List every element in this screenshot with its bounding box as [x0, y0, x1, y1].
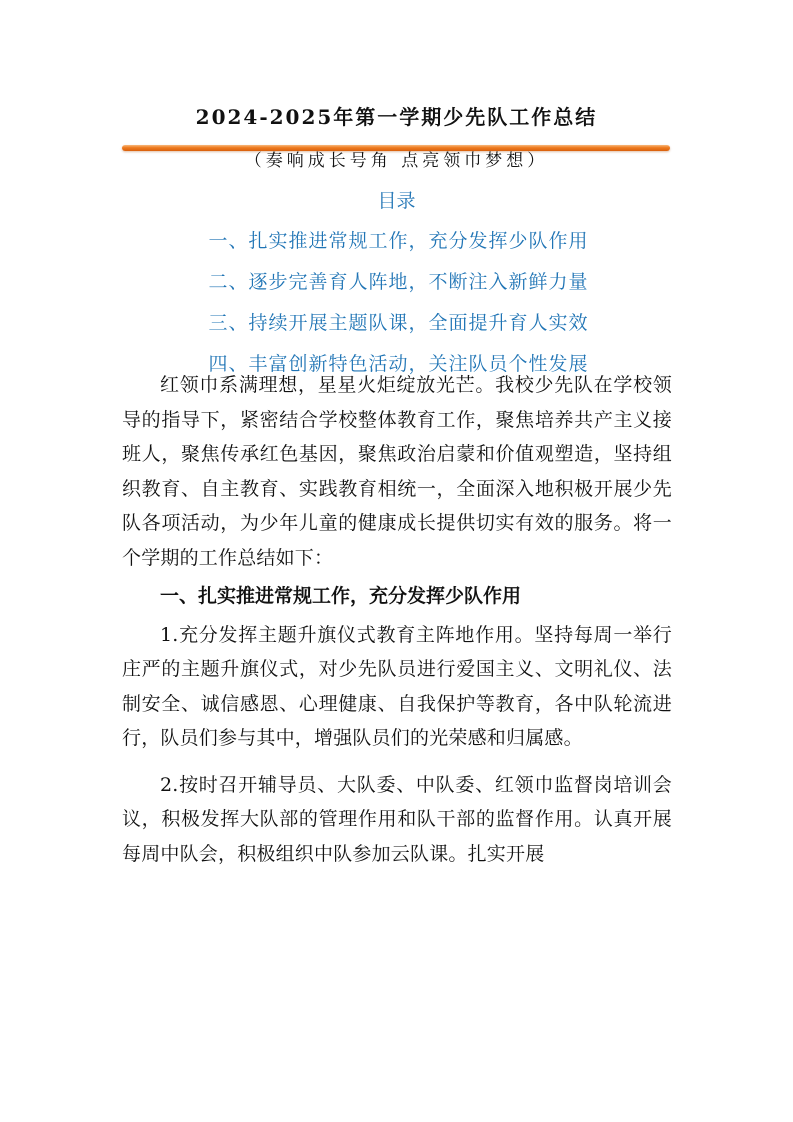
document-subtitle: （奏响成长号角 点亮领巾梦想） — [244, 151, 549, 171]
document-title: 2024-2025年第一学期少先队工作总结 — [195, 105, 598, 129]
paragraph-gap — [122, 756, 672, 768]
document-body — [122, 368, 672, 871]
intro-paragraph: 红领巾系满理想，星星火炬绽放光芒。我校少先队在学校领导的指导下，紧密结合学校整体教育工作，聚焦培养共产主义接班人，聚焦传承红色基因，聚焦政治启蒙和价值观塑造，坚持组织教育、自主教育、实践教育相统一，全面深入地积极开展少先队各项活动，为少年儿童的健康成长提供切实有效的服务。将一个学期的工作总结如下： — [122, 374, 672, 569]
section-1-paragraph-2: 2.按时召开辅导员、大队委、中队委、红领巾监督岗培训会议，积极发挥大队部的管理作用和队干部的监督作用。认真开展每周中队会，积极组织中队参加云队课。扎实开展 — [122, 773, 672, 865]
toc-item-1[interactable]: 一、扎实推进常规工作，充分发挥少队作用 — [208, 230, 589, 252]
section-1-paragraph-1: 1.充分发挥主题升旗仪式教育主阵地作用。坚持每周一举行庄严的主题升旗仪式，对少先队员进行爱国主义、文明礼仪、法制安全、诚信感恩、心理健康、自我保护等教育，各中队轮流进行，队员们参与其中，增强队员们的光荣感和归属感。 — [122, 623, 672, 749]
toc-heading: 目录 — [377, 190, 416, 212]
toc-item-3[interactable]: 三、持续开展主题队课，全面提升育人实效 — [208, 312, 589, 334]
table-of-contents — [0, 227, 793, 391]
toc-item-4[interactable]: 四、丰富创新特色活动，关注队员个性发展 — [208, 353, 589, 375]
toc-item-2[interactable]: 二、逐步完善育人阵地，不断注入新鲜力量 — [208, 271, 589, 293]
section-1-heading: 一、扎实推进常规工作，充分发挥少队作用 — [160, 585, 522, 607]
